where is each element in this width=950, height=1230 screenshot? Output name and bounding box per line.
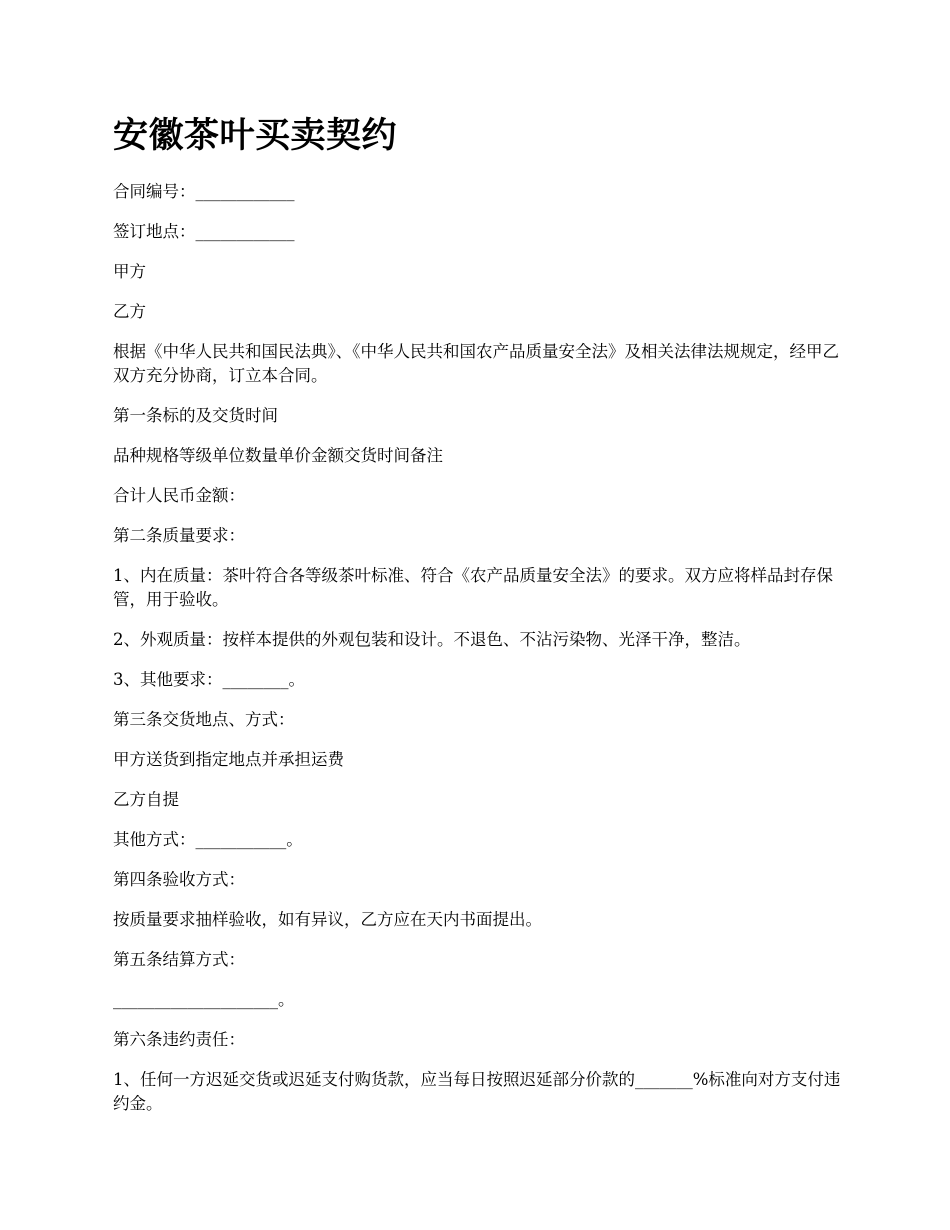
article-4-heading: 第四条验收方式： bbox=[113, 870, 245, 889]
goods-table-header: 品种规格等级单位数量单价金额交货时间备注 bbox=[113, 446, 443, 465]
total-amount: 合计人民币金额： bbox=[113, 486, 245, 505]
party-b: 乙方 bbox=[113, 302, 146, 321]
contract-number: 合同编号：____________ bbox=[113, 182, 295, 201]
settlement-blank: ____________________。 bbox=[113, 990, 295, 1009]
party-a: 甲方 bbox=[113, 262, 146, 281]
article-2-heading: 第二条质量要求： bbox=[113, 526, 245, 545]
signing-place: 签订地点：____________ bbox=[113, 222, 295, 241]
preamble: 根据《中华人民共和国民法典》、《中华人民共和国农产品质量安全法》及相关法律法规规定，经甲乙双方充分协商，订立本合同。 bbox=[113, 342, 839, 385]
quality-intrinsic: 1、内在质量：茶叶符合各等级茶叶标准、符合《农产品质量安全法》的要求。双方应将样品封存保管，用于验收。 bbox=[113, 566, 833, 609]
article-6-heading: 第六条违约责任： bbox=[113, 1030, 245, 1049]
article-3-heading: 第三条交货地点、方式： bbox=[113, 710, 295, 729]
quality-appearance: 2、外观质量：按样本提供的外观包装和设计。不退色、不沾污染物、光泽干净，整洁。 bbox=[113, 630, 751, 649]
quality-other: 3、其他要求：________。 bbox=[113, 670, 305, 689]
contract-page bbox=[113, 112, 843, 1132]
inspection-method: 按质量要求抽样验收，如有异议，乙方应在天内书面提出。 bbox=[113, 910, 542, 929]
delivery-option-other: 其他方式：___________。 bbox=[113, 830, 303, 849]
article-5-heading: 第五条结算方式： bbox=[113, 950, 245, 969]
delivery-option-b: 乙方自提 bbox=[113, 790, 179, 809]
delivery-option-a: 甲方送货到指定地点并承担运费 bbox=[113, 750, 344, 769]
breach-clause-1: 1、任何一方迟延交货或迟延支付购货款，应当每日按照迟延部分价款的_______%标准向对方支付违约金。 bbox=[113, 1070, 841, 1113]
document-title: 安徽茶叶买卖契约 bbox=[113, 115, 398, 156]
article-1-heading: 第一条标的及交货时间 bbox=[113, 406, 278, 425]
